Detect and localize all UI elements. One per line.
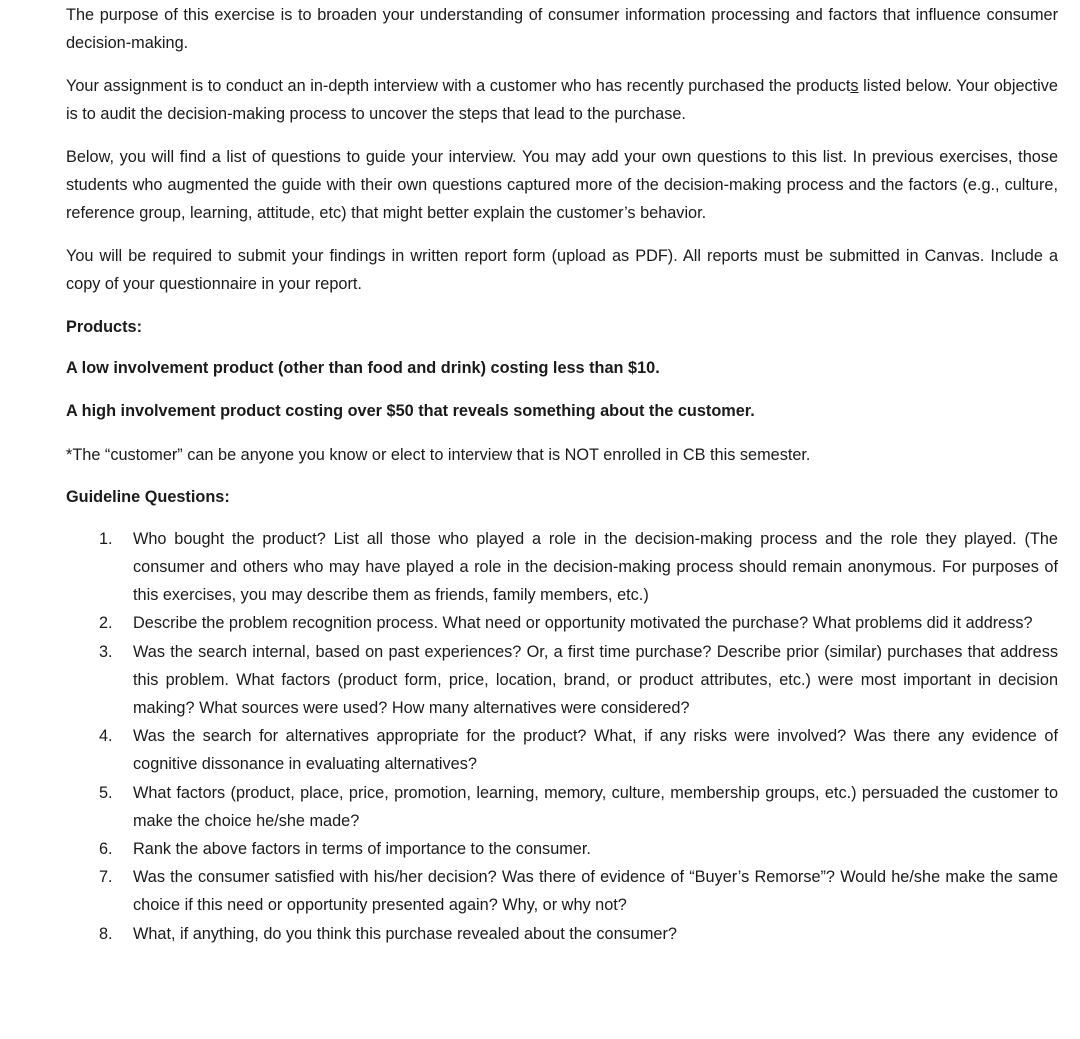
intro-questions-paragraph: Below, you will find a list of questions to guide your interview. You may add your own questions to this list. In previous exercises, those students who augmented the guide with their own questions captured more of the decision-making process and the factors (e.g., culture, reference group, learning, attitude, etc) that might better explain the customer’s behavior. bbox=[66, 147, 1058, 223]
question-text: Was the consumer satisfied with his/her decision? Was there of evidence of “Buyer’s Remorse”? Would he/she make the same choice if this need or opportunity presented again? Why, or why not? bbox=[133, 868, 1058, 915]
question-number: 8. bbox=[99, 924, 113, 943]
question-text: Describe the problem recognition process. What need or opportunity motivated the purchase? What problems did it address? bbox=[133, 614, 1033, 633]
question-number: 1. bbox=[99, 529, 113, 548]
guideline-question bbox=[66, 638, 1058, 723]
question-text: Was the search internal, based on past experiences? Or, a first time purchase? Describe prior (similar) purchases that address this problem. What factors (product form, price, location, brand, or product attributes, etc.) were most important in decision making? What sources were used? How many alternatives were considered? bbox=[133, 642, 1058, 717]
guideline-question bbox=[66, 525, 1058, 610]
question-number: 7. bbox=[99, 868, 113, 887]
guideline-question bbox=[66, 609, 1058, 637]
guideline-question bbox=[66, 835, 1058, 863]
intro-submission-paragraph: You will be required to submit your findings in written report form (upload as PDF). All reports must be submitted in Canvas. Include a copy of your questionnaire in your report. bbox=[66, 246, 1058, 294]
question-text: Rank the above factors in terms of importance to the consumer. bbox=[133, 839, 591, 858]
question-number: 3. bbox=[99, 642, 113, 661]
question-number: 2. bbox=[99, 614, 113, 633]
high-involvement-product: A high involvement product costing over $50 that reveals something about the customer. bbox=[66, 402, 755, 421]
intro-purpose-paragraph: The purpose of this exercise is to broaden your understanding of consumer information processing and factors that influence consumer decision-making. bbox=[66, 6, 1058, 53]
question-number: 6. bbox=[99, 839, 113, 858]
low-involvement-product: A low involvement product (other than food and drink) costing less than $10. bbox=[66, 359, 660, 378]
intro-assignment-paragraph bbox=[66, 72, 1058, 129]
guideline-questions-heading: Guideline Questions: bbox=[66, 488, 230, 507]
question-number: 4. bbox=[99, 727, 113, 746]
products-heading: Products: bbox=[66, 317, 142, 336]
customer-note: *The “customer” can be anyone you know or elect to interview that is NOT enrolled in CB this semester. bbox=[66, 445, 811, 464]
question-number: 5. bbox=[99, 783, 113, 802]
assignment-underlined-s: s bbox=[850, 76, 859, 95]
guideline-question bbox=[66, 863, 1058, 919]
question-text: What factors (product, place, price, promotion, learning, memory, culture, membership groups, etc.) persuaded the customer to make the choice he/she made? bbox=[133, 783, 1058, 830]
guideline-question bbox=[66, 779, 1058, 835]
question-text: Was the search for alternatives appropriate for the product? What, if any risks were involved? Was there any evidence of cognitive dissonance in evaluating alternatives? bbox=[133, 727, 1058, 774]
question-text: Who bought the product? List all those who played a role in the decision-making process and the role they played. (The consumer and others who may have played a role in the decision-making process should remain anonymous. For purposes of this exercises, you may describe them as friends, family members, etc.) bbox=[133, 529, 1058, 605]
guideline-question bbox=[66, 722, 1058, 778]
assignment-text-end: listed below. Your objective is to audit the decision-making process to uncover the steps that lead to the purchase. bbox=[66, 76, 1058, 124]
question-text: What, if anything, do you think this purchase revealed about the consumer? bbox=[133, 924, 677, 943]
guideline-questions-list bbox=[66, 525, 1058, 948]
assignment-text-start: Your assignment is to conduct an in-depth interview with a customer who has recently purchased the product bbox=[66, 76, 851, 95]
guideline-question bbox=[66, 920, 1058, 948]
